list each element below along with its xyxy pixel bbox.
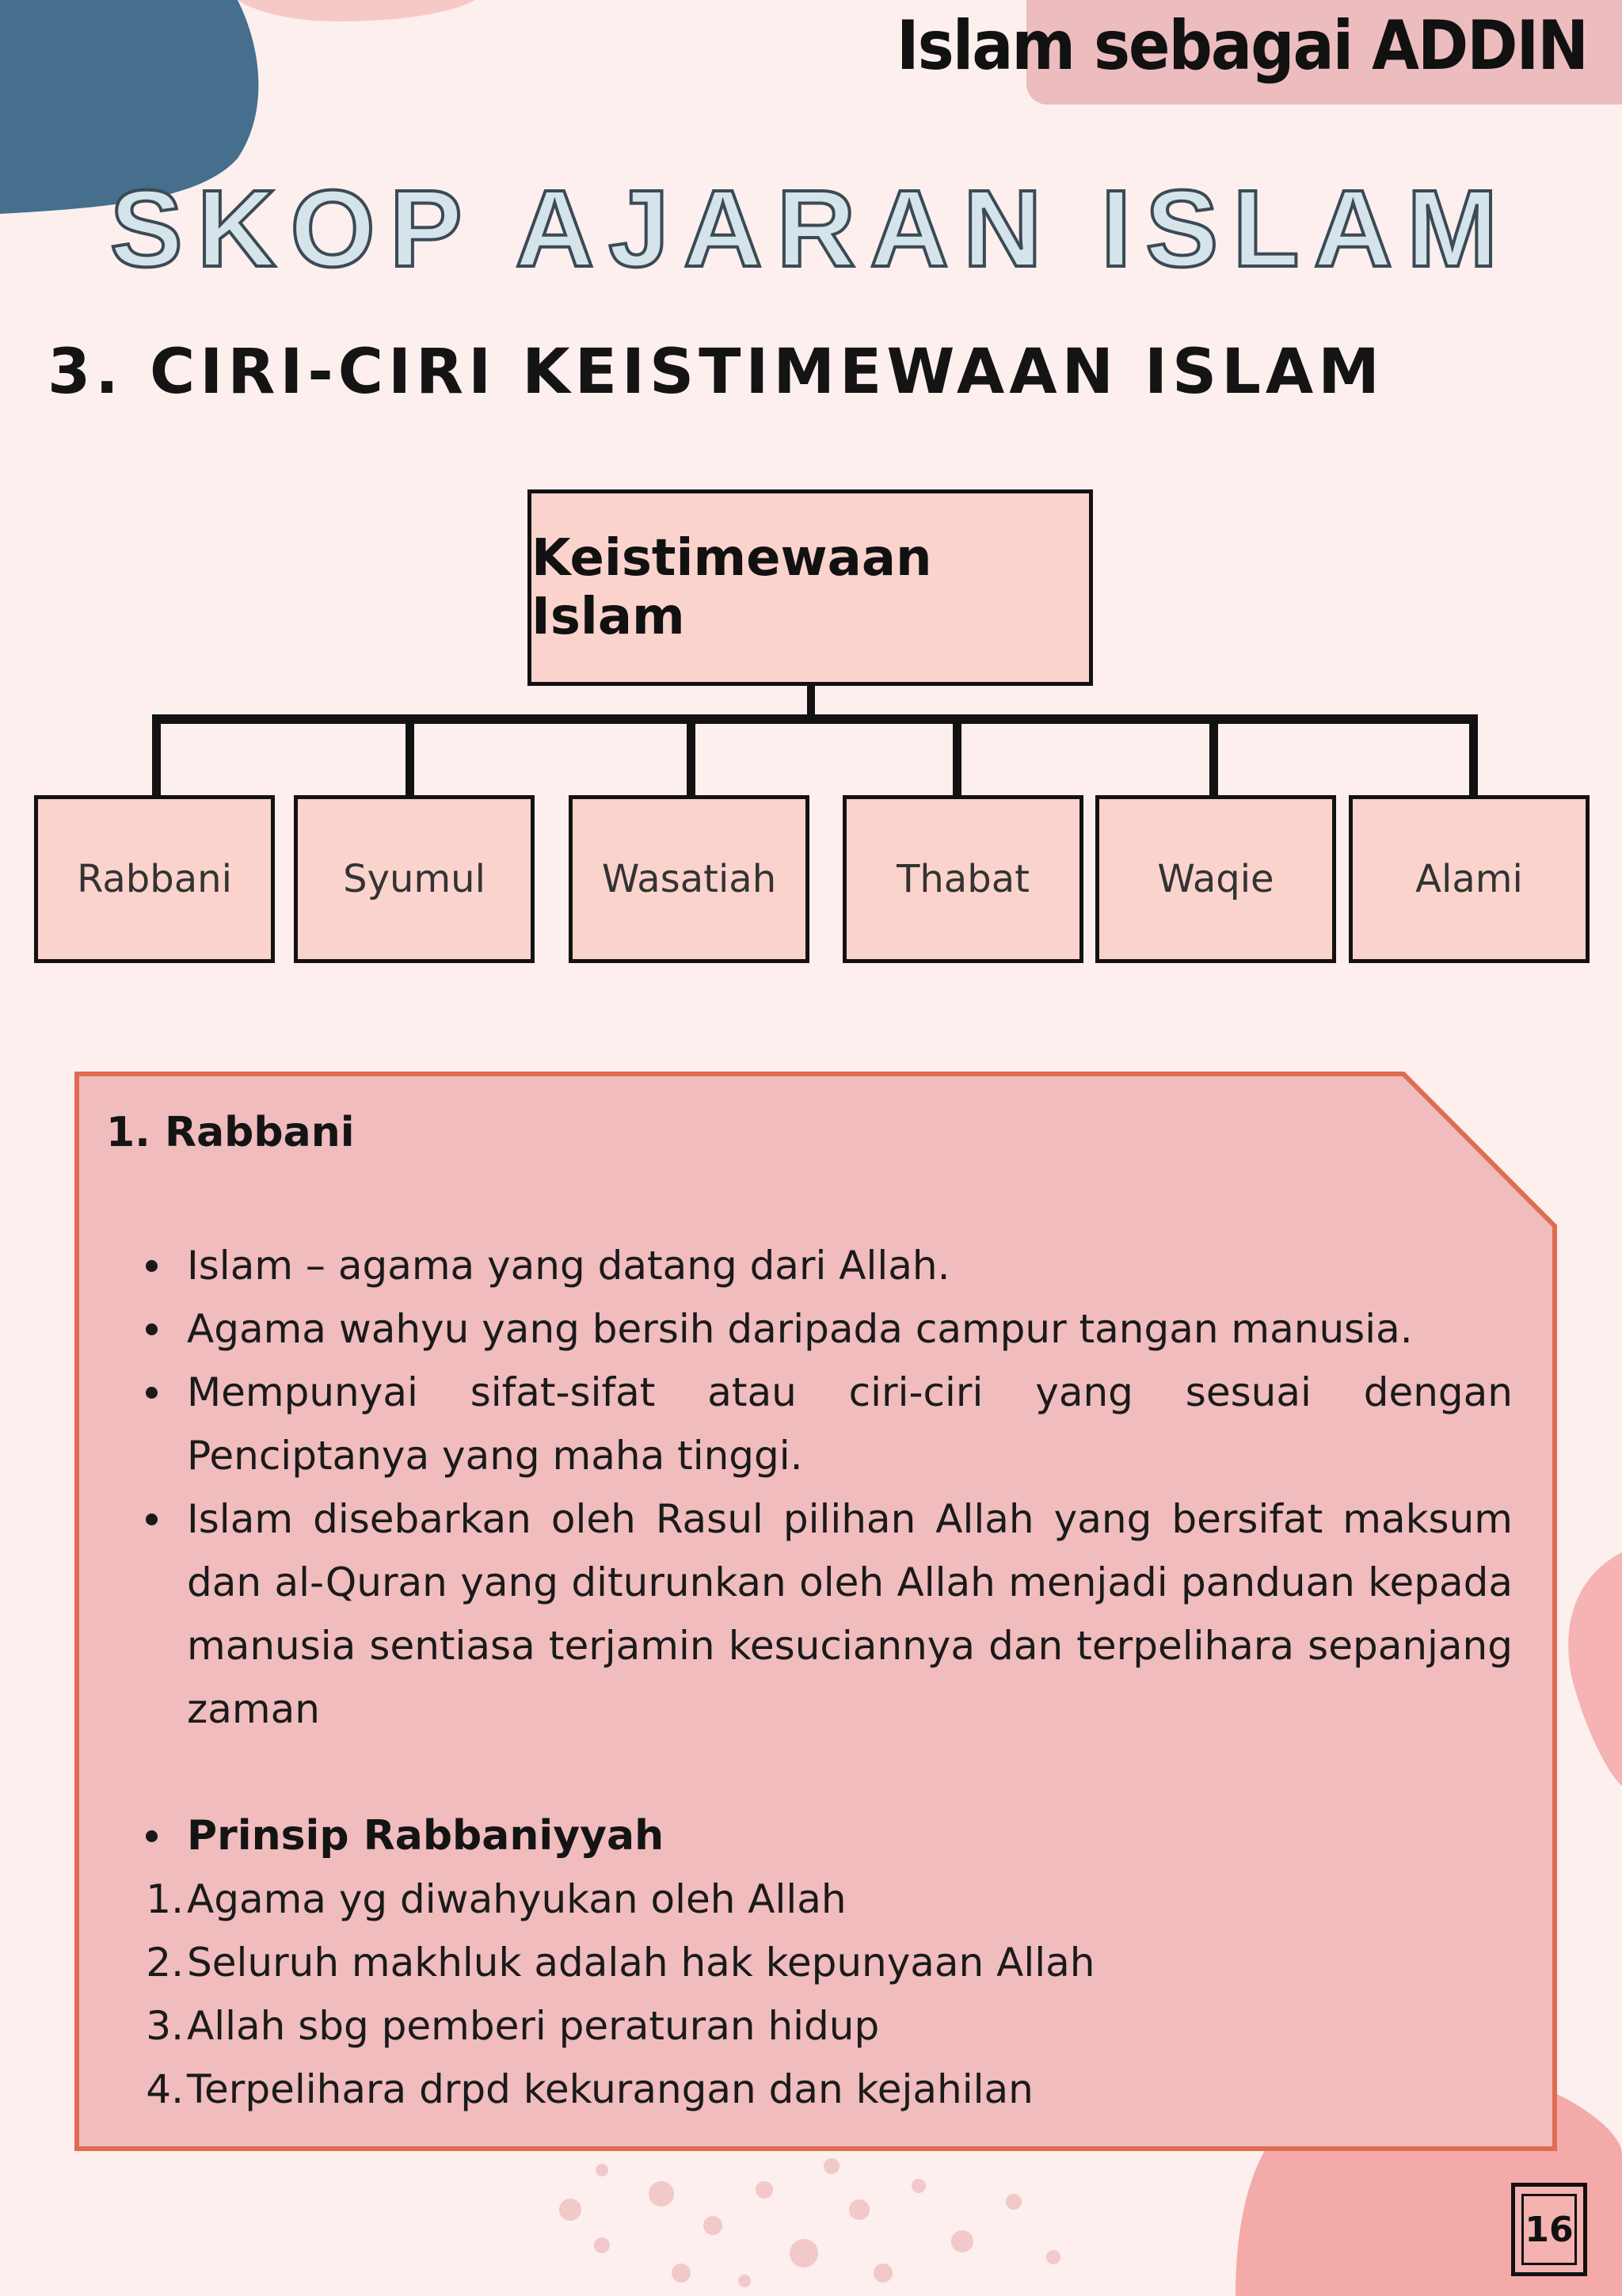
principle-list (143, 1868, 1095, 2121)
principle-number: 3. (146, 2003, 184, 2049)
diagram-connector-line (152, 714, 161, 795)
card-title: 1. Rabbani (106, 1109, 355, 1156)
diagram-connector-line (953, 714, 961, 795)
diagram-horizontal-line (155, 714, 1475, 724)
diagram-connector-line (1209, 714, 1218, 795)
principle-item (143, 1868, 1095, 1931)
dots-decoration (559, 2158, 1060, 2287)
diagram-root-box (527, 489, 1093, 686)
pink-blob-top-decoration (238, 0, 475, 21)
diagram-connector-line (1469, 714, 1478, 795)
principle-item (143, 1994, 1095, 2058)
diagram-box-thabat (843, 795, 1083, 963)
principle-number: 2. (146, 1940, 184, 1986)
page-title: SKOP AJARAN ISLAM (109, 168, 1513, 290)
diagram-box-label: Thabat (897, 857, 1030, 901)
bullet-item: Islam – agama yang datang dari Allah. (143, 1234, 1513, 1297)
page-number: 16 (1525, 2209, 1574, 2250)
principle-text: Allah sbg pemberi peraturan hidup (187, 2003, 880, 2049)
diagram-box-label: Alami (1415, 857, 1523, 901)
principle-item (143, 1931, 1095, 1994)
principle-number: 4. (146, 2066, 184, 2112)
header-tab (896, 0, 1622, 105)
bullet-item: Mempunyai sifat-sifat atau ciri-ciri yang sesuai dengan Penciptanya yang maha tinggi. (143, 1361, 1513, 1487)
principle-text: Seluruh makhluk adalah hak kepunyaan Allah (187, 1940, 1095, 1986)
diagram-box-alami (1349, 795, 1590, 963)
bullet-list (143, 1234, 1513, 1741)
diagram-box-rabbani (34, 795, 275, 963)
page-number-badge (1511, 2183, 1587, 2276)
pink-blob-right-decoration (1568, 1552, 1622, 1786)
principle-text: Terpelihara drpd kekurangan dan kejahilan (187, 2066, 1034, 2112)
header-label: Islam sebagai ADDIN (896, 6, 1587, 86)
section-heading: 3. CIRI-CIRI KEISTIMEWAAN ISLAM (48, 337, 1384, 408)
bullet-item: Islam disebarkan oleh Rasul pilihan Allah yang bersifat maksum dan al-Quran yang diturunkan oleh Allah menjadi panduan kepada manusia sentiasa terjamin kesuciannya dan terpelihara sepanjang zaman (143, 1487, 1513, 1741)
principle-number: 1. (146, 1876, 184, 1922)
diagram-box-label: Waqie (1157, 857, 1274, 901)
diagram-box-label: Syumul (343, 857, 485, 901)
diagram-connector-line (687, 714, 695, 795)
principle-text: Agama yg diwahyukan oleh Allah (187, 1876, 847, 1922)
diagram-box-label: Rabbani (77, 857, 232, 901)
diagram-root-label: Keistimewaan Islam (531, 529, 932, 646)
page-number-frame (1521, 2194, 1577, 2265)
principle-item (143, 2058, 1095, 2121)
diagram-box-wasatiah (569, 795, 809, 963)
bullet-item: Agama wahyu yang bersih daripada campur tangan manusia. (143, 1297, 1513, 1361)
principle-heading: Prinsip Rabbaniyyah (143, 1804, 664, 1868)
diagram-box-label: Wasatiah (601, 857, 777, 901)
diagram-box-waqie (1095, 795, 1336, 963)
diagram-connector-line (406, 714, 414, 795)
diagram-box-syumul (294, 795, 535, 963)
